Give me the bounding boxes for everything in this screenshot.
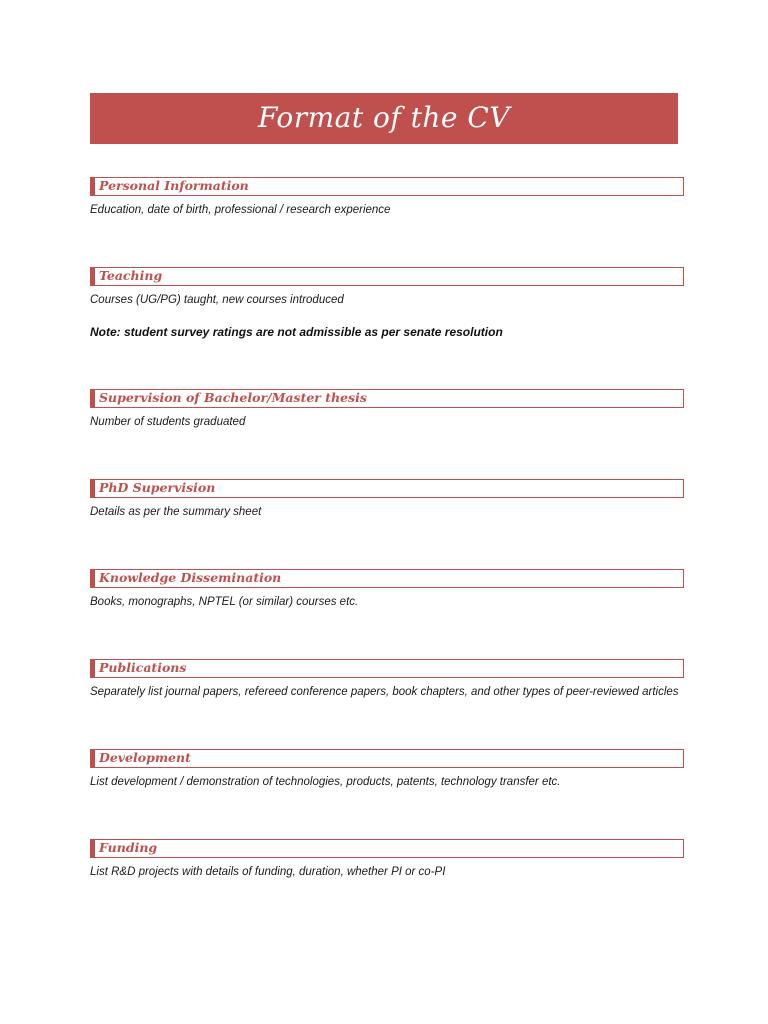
section-funding — [90, 839, 684, 880]
section-body-text: List R&D projects with details of funding, duration, whether PI or co-PI — [90, 866, 446, 878]
section-heading — [90, 659, 684, 678]
section-supervision-bachelor-master — [90, 389, 684, 430]
section-publications — [90, 659, 684, 700]
section-phd-supervision — [90, 479, 684, 520]
section-heading — [90, 569, 684, 588]
section-body-text: Number of students graduated — [90, 416, 246, 428]
section-body-text: List development / demonstration of technologies, products, patents, technology transfer etc. — [90, 776, 561, 788]
section-heading — [90, 177, 684, 196]
section-heading — [90, 389, 684, 408]
section-body-text: Education, date of birth, professional / research experience — [90, 204, 391, 216]
section-note-text: Note: student survey ratings are not admissible as per senate resolution — [90, 324, 503, 339]
section-heading — [90, 749, 684, 768]
section-heading — [90, 479, 684, 498]
section-heading-text: Supervision of Bachelor/Master thesis — [99, 390, 367, 406]
section-heading-text: Development — [99, 750, 191, 766]
section-heading-text: Personal Information — [99, 178, 249, 194]
section-body-text: Separately list journal papers, refereed conference papers, book chapters, and other types of peer-reviewed articles — [90, 686, 679, 698]
document-title: Format of the CV — [257, 100, 511, 134]
section-body-text: Courses (UG/PG) taught, new courses introduced — [90, 294, 344, 306]
section-heading-text: PhD Supervision — [99, 480, 216, 496]
section-knowledge-dissemination — [90, 569, 684, 610]
section-teaching — [90, 267, 684, 339]
section-heading — [90, 839, 684, 858]
section-heading-text: Knowledge Dissemination — [99, 570, 282, 586]
section-development — [90, 749, 684, 790]
section-heading-text: Teaching — [99, 268, 163, 284]
section-heading-text: Funding — [99, 840, 158, 856]
section-personal-information — [90, 177, 684, 218]
section-heading — [90, 267, 684, 286]
section-body-text: Books, monographs, NPTEL (or similar) courses etc. — [90, 596, 359, 608]
section-heading-text: Publications — [99, 660, 187, 676]
title-banner — [90, 93, 678, 144]
section-body-text: Details as per the summary sheet — [90, 506, 262, 518]
